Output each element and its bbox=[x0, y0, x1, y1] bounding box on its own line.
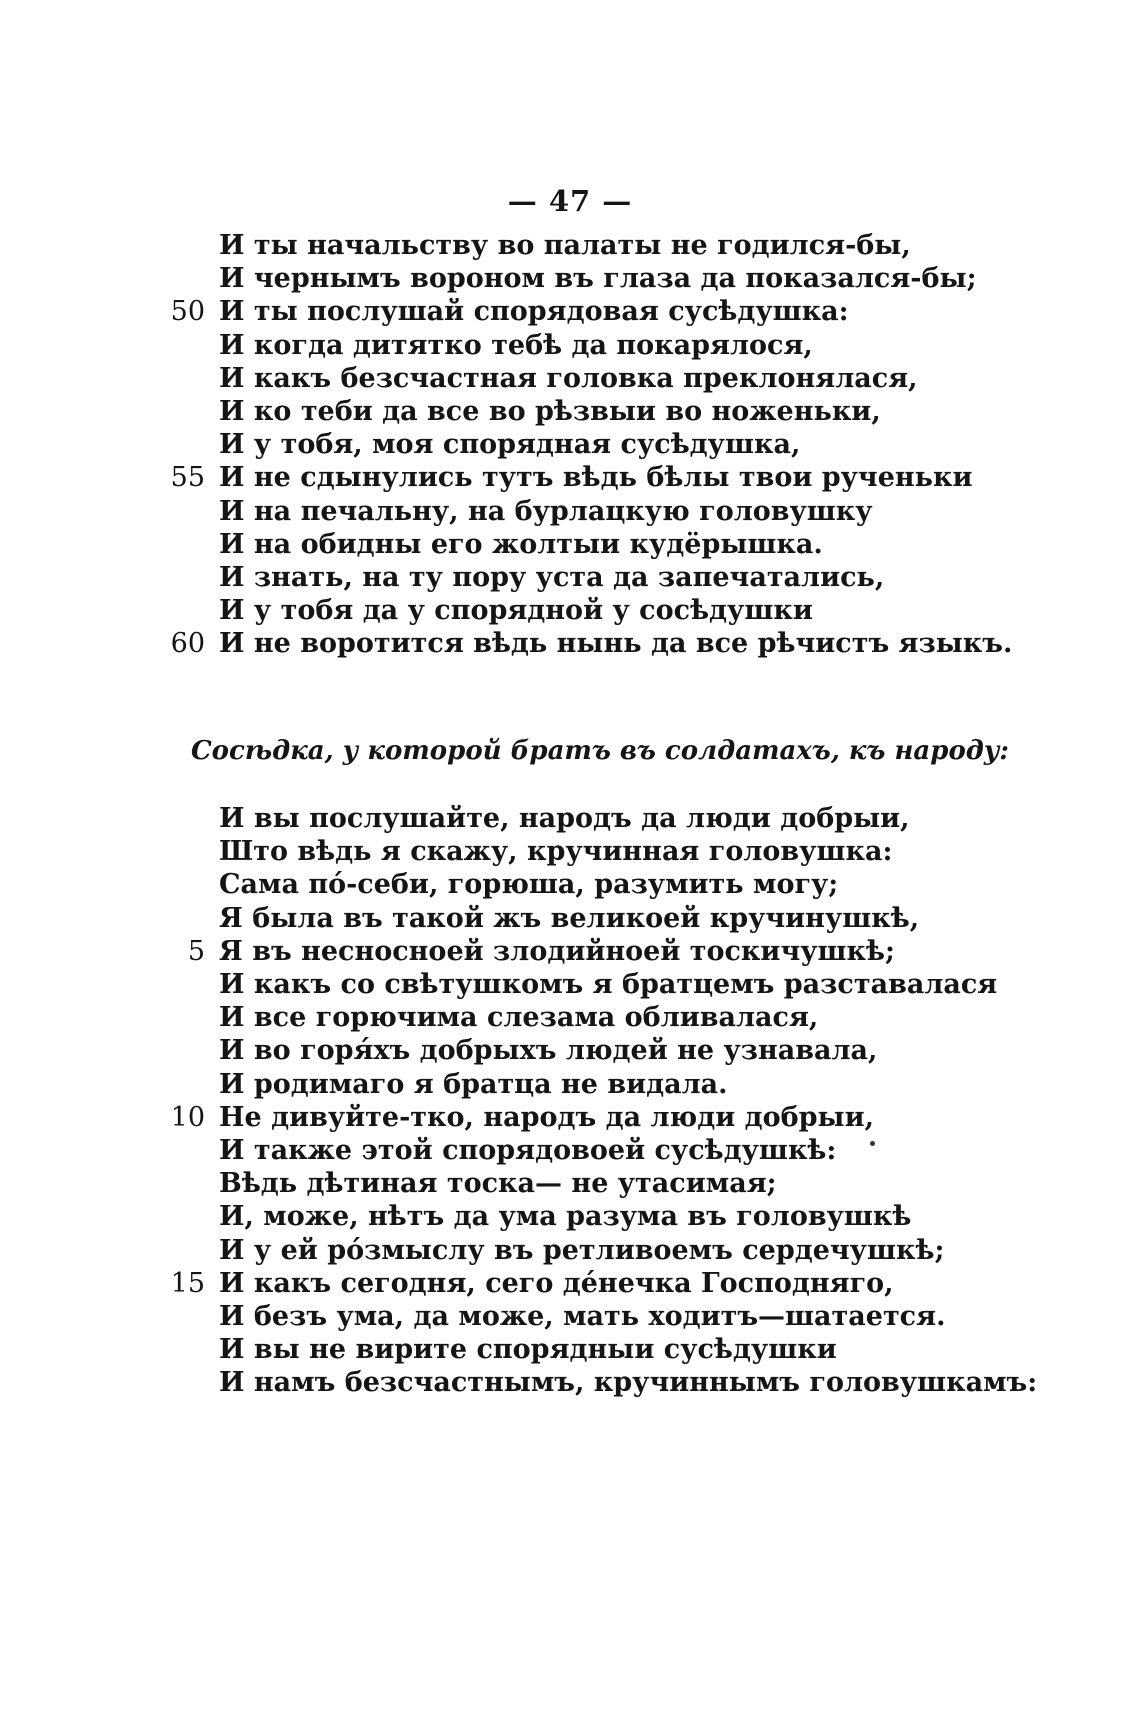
verse-text: Не дивуйте-тко, народъ да люди добрыи, bbox=[219, 1101, 875, 1133]
verse-text: И родимаго я братца не видала. bbox=[219, 1068, 728, 1100]
verse-text: Я была въ такой жъ великоей кручинушкѣ, bbox=[219, 902, 920, 934]
line-number: 55 bbox=[170, 462, 205, 494]
verse-text: Вѣдь дѣтиная тоска— не утасимая; bbox=[219, 1168, 777, 1200]
verse-text: И вы послушайте, народъ да люди добрыи, bbox=[219, 803, 910, 834]
verse-text: И вы не вирите спорядныи сусѣдушки bbox=[219, 1334, 837, 1366]
verse-text: И какъ со свѣтушкомъ я братцемъ разставалася bbox=[219, 969, 998, 1000]
verse-text: И, може, нѣтъ да ума разума въ головушкѣ bbox=[219, 1201, 912, 1233]
verse-text: И ты послушай спорядовая сусѣдушка: bbox=[219, 296, 849, 328]
line-number: 50 bbox=[170, 296, 205, 328]
verse-text: Я въ несносноей злодийноей тоскичушкѣ; bbox=[219, 935, 895, 967]
verse-text: И во горя́хъ добрыхъ людей не узнавала, bbox=[219, 1035, 878, 1067]
line-number: 5 bbox=[187, 935, 205, 967]
verse-text: И у тобя да у спорядной у сосѣдушки bbox=[219, 595, 813, 627]
verse-text: Што вѣдь я скажу, кручинная головушка: bbox=[219, 836, 893, 868]
section-heading: Сосѣдка, у которой братъ въ солдатахъ, къ народу: bbox=[190, 736, 1010, 766]
verse-text: И когда дитятко тебѣ да покарялося, bbox=[219, 329, 813, 361]
line-number: 60 bbox=[170, 628, 205, 660]
verse-text: И чернымъ вороном въ глаза да показался-бы; bbox=[219, 263, 977, 295]
line-number: 15 bbox=[170, 1267, 205, 1299]
verse-text: И не воротится вѣдь нынь да все рѣчистъ языкъ. bbox=[219, 628, 1013, 660]
line-number: 10 bbox=[170, 1101, 205, 1133]
page-number: — 47 — bbox=[507, 184, 633, 218]
verse-text: И на печальну, на бурлацкую головушку bbox=[219, 495, 873, 527]
verse-text: И у тобя, моя спорядная сусѣдушка, bbox=[219, 429, 801, 461]
verse-text: И ты начальству во палаты не годился-бы, bbox=[219, 230, 911, 261]
verse-text: И безъ ума, да може, мать ходитъ—шатается. bbox=[219, 1301, 946, 1332]
verse-text: И ко теби да все во рѣзвыи во ноженьки, bbox=[219, 396, 881, 427]
verse-text: И какъ сегодня, сего де́нечка Господняго, bbox=[219, 1267, 894, 1299]
verse-text: И на обидны его жолтыи кудёрышка. bbox=[219, 528, 823, 560]
verse-text: И также этой спорядовоей сусѣдушкѣ: bbox=[219, 1135, 837, 1166]
verse-text: Сама по́-себи, горюша, разумить могу; bbox=[219, 869, 839, 901]
verse-text: И намъ безсчастнымъ, кручиннымъ головушкамъ: bbox=[219, 1367, 1038, 1399]
verse-text: И знать, на ту пору уста да запечатались, bbox=[219, 562, 885, 593]
verse-text: И не сдынулись тутъ вѣдь бѣлы твои рученьки bbox=[219, 462, 973, 494]
verse-text: И все горючима слезама обливалася, bbox=[219, 1002, 819, 1034]
verse-text: И у ей ро́змыслу въ ретливоемъ сердечушкѣ; bbox=[219, 1234, 945, 1266]
print-speck bbox=[870, 1141, 875, 1146]
verse-text: И какъ безсчастная головка преклонялася, bbox=[219, 362, 918, 394]
